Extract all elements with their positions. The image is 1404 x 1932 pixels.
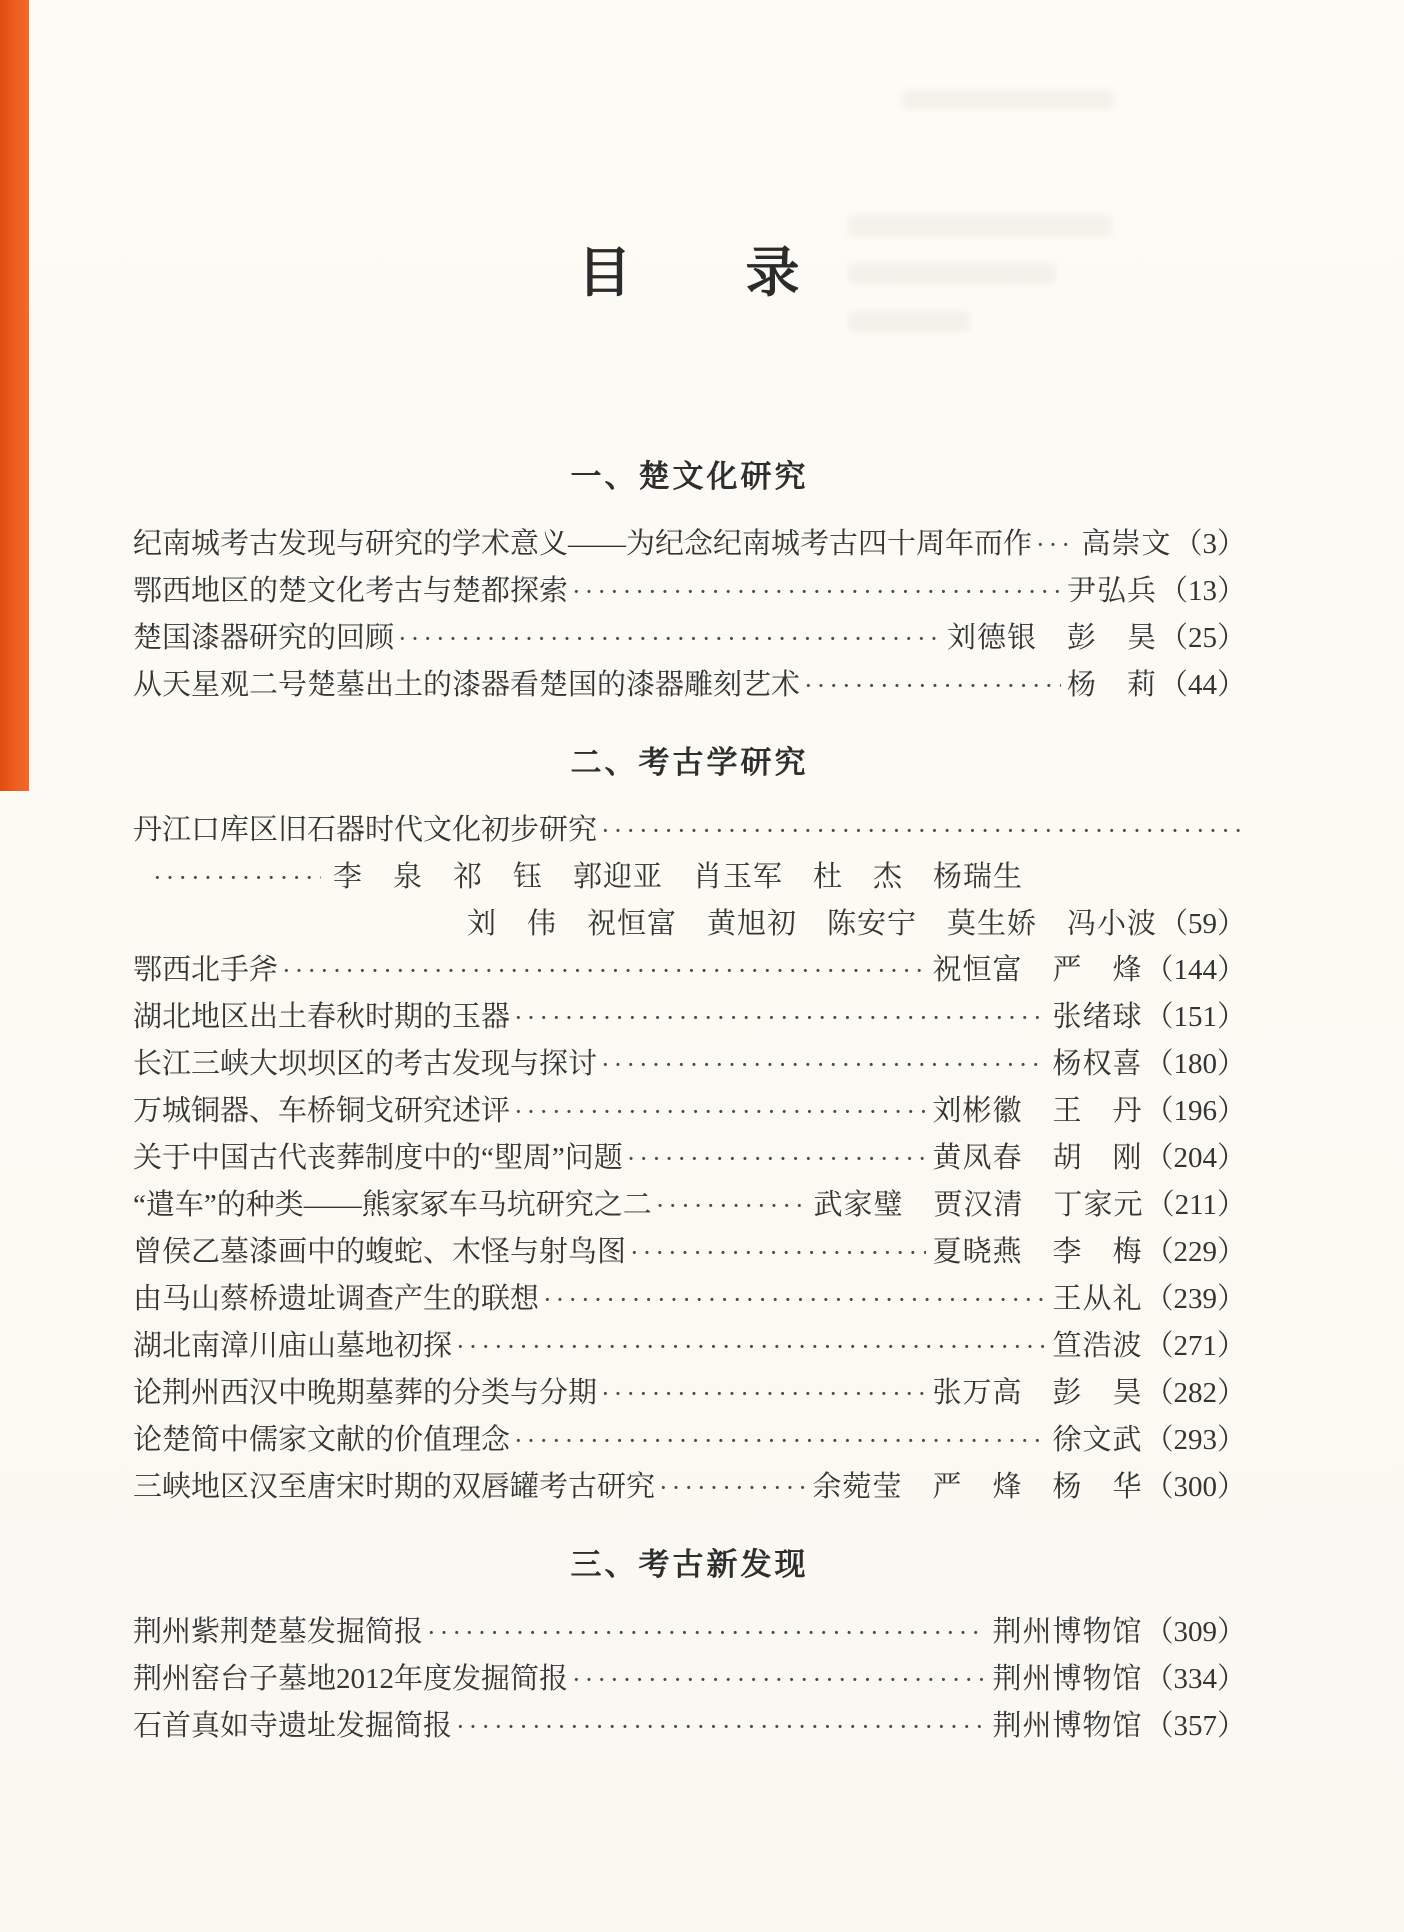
entry-page: （239） <box>1144 1283 1246 1315</box>
toc-entry <box>133 947 1246 994</box>
entry-page: （25） <box>1158 622 1246 654</box>
book-spine-strip <box>0 0 29 791</box>
dot-leader <box>427 1609 986 1656</box>
entry-page: （151） <box>1144 1001 1246 1033</box>
toc-entry <box>133 1417 1246 1464</box>
entry-authors: 荆州博物馆 <box>992 1616 1143 1648</box>
toc-entry <box>133 1088 1246 1135</box>
dot-leader <box>572 568 1061 615</box>
toc-content <box>133 0 1246 1750</box>
entry-page: （357） <box>1144 1710 1246 1742</box>
entry-title: 湖北南漳川庙山墓地初探 <box>133 1330 453 1362</box>
toc-entry <box>133 1229 1246 1276</box>
entry-page: （229） <box>1144 1236 1246 1268</box>
entry-authors: 王从礼 <box>1052 1283 1143 1315</box>
toc-entry-continuation <box>133 854 1246 901</box>
dot-leader <box>601 807 1240 854</box>
entry-page: （144） <box>1144 954 1246 986</box>
entry-page: （59） <box>1158 908 1246 940</box>
entry-page: （196） <box>1144 1095 1246 1127</box>
entry-title: 荆州窑台子墓地2012年度发掘简报 <box>133 1663 569 1695</box>
entry-title: 从天星观二号楚墓出土的漆器看楚国的漆器雕刻艺术 <box>133 669 801 701</box>
toc-entry <box>133 1135 1246 1182</box>
toc-entry <box>133 1370 1246 1417</box>
entry-authors: 荆州博物馆 <box>992 1663 1143 1695</box>
entry-page: （211） <box>1145 1189 1246 1221</box>
entry-authors: 高崇文 <box>1081 528 1172 560</box>
toc-entry <box>133 807 1246 854</box>
entry-authors: 徐文武 <box>1052 1424 1143 1456</box>
entry-authors: 刘彬徽 王 丹 <box>932 1095 1143 1127</box>
entry-page: （309） <box>1144 1616 1246 1648</box>
entry-page: （44） <box>1158 669 1246 701</box>
dot-leader <box>804 662 1061 709</box>
dot-leader <box>601 1370 926 1417</box>
entry-authors: 笪浩波 <box>1052 1330 1143 1362</box>
entry-page: （300） <box>1144 1471 1246 1503</box>
entry-title: 关于中国古代丧葬制度中的“堲周”问题 <box>133 1142 623 1174</box>
entry-title: 万城铜器、车桥铜戈研究述评 <box>133 1095 511 1127</box>
entry-authors: 余菀莹 严 烽 杨 华 <box>812 1471 1143 1503</box>
entry-title: 论楚简中儒家文献的价值理念 <box>133 1424 511 1456</box>
section-heading: 二、考古学研究 <box>570 745 809 780</box>
toc-entry <box>133 568 1246 615</box>
toc-sections <box>133 457 1246 1750</box>
toc-entry <box>133 994 1246 1041</box>
entry-authors: 张绪球 <box>1052 1001 1143 1033</box>
entry-page: （282） <box>1144 1377 1246 1409</box>
toc-entry <box>133 662 1246 709</box>
entry-authors: 尹弘兵 <box>1066 575 1157 607</box>
dot-leader <box>572 1656 986 1703</box>
dot-leader <box>514 1417 1046 1464</box>
entry-title: 纪南城考古发现与研究的学术意义——为纪念纪南城考古四十周年而作 <box>133 528 1033 560</box>
toc-entry <box>133 1182 1246 1229</box>
entry-title: 楚国漆器研究的回顾 <box>133 622 395 654</box>
entry-title: 曾侯乙墓漆画中的蝮蛇、木怪与射鸟图 <box>133 1236 627 1268</box>
toc-entry <box>133 521 1246 568</box>
toc-entry <box>133 1041 1246 1088</box>
dot-leader <box>514 994 1046 1041</box>
dot-leader <box>627 1135 927 1182</box>
dot-leader <box>398 615 941 662</box>
dot-leader <box>282 947 926 994</box>
entry-authors: 刘 伟 祝恒富 黄旭初 陈安宁 莫生娇 冯小波 <box>466 908 1157 940</box>
entry-authors: 武家璧 贾汉清 丁家元 <box>813 1189 1144 1221</box>
dot-leader <box>153 854 321 901</box>
entry-page: （3） <box>1173 528 1246 560</box>
toc-entry <box>133 615 1246 662</box>
dot-leader <box>630 1229 926 1276</box>
entry-authors: 祝恒富 严 烽 <box>932 954 1143 986</box>
page-title: 目 录 <box>577 243 802 303</box>
dot-leader <box>1036 521 1075 568</box>
entry-authors: 荆州博物馆 <box>992 1710 1143 1742</box>
entry-title: 鄂西地区的楚文化考古与楚都探索 <box>133 575 569 607</box>
entry-authors: 刘德银 彭 昊 <box>946 622 1157 654</box>
dot-leader <box>543 1276 1046 1323</box>
toc-entry <box>133 1276 1246 1323</box>
section-heading: 三、考古新发现 <box>570 1547 809 1582</box>
entry-page: （334） <box>1144 1663 1246 1695</box>
entry-title: 鄂西北手斧 <box>133 954 279 986</box>
entry-page: （293） <box>1144 1424 1246 1456</box>
toc-entry <box>133 1703 1246 1750</box>
entry-title: 丹江口库区旧石器时代文化初步研究 <box>133 814 598 846</box>
toc-entry-continuation <box>133 901 1246 947</box>
entry-authors: 杨权喜 <box>1052 1048 1143 1080</box>
entry-authors: 黄凤春 胡 刚 <box>932 1142 1143 1174</box>
toc-entry <box>133 1609 1246 1656</box>
section-heading: 一、楚文化研究 <box>570 459 809 494</box>
entry-title: 荆州紫荆楚墓发掘简报 <box>133 1616 424 1648</box>
entry-authors: 杨 莉 <box>1066 669 1157 701</box>
dot-leader <box>601 1041 1046 1088</box>
entry-page: （13） <box>1158 575 1246 607</box>
entry-title: “遣车”的种类——熊家冢车马坑研究之二 <box>133 1189 652 1221</box>
entry-authors: 夏晓燕 李 梅 <box>932 1236 1143 1268</box>
entry-authors: 张万高 彭 昊 <box>932 1377 1143 1409</box>
toc-entry <box>133 1323 1246 1370</box>
toc-entry <box>133 1464 1246 1511</box>
entry-title: 石首真如寺遗址发掘简报 <box>133 1710 453 1742</box>
entry-title: 长江三峡大坝坝区的考古发现与探讨 <box>133 1048 598 1080</box>
dot-leader <box>456 1703 986 1750</box>
dot-leader <box>456 1323 1046 1370</box>
dot-leader <box>514 1088 926 1135</box>
entry-authors: 李 泉 祁 钰 郭迎亚 肖玉军 杜 杰 杨瑞生 <box>333 861 1024 893</box>
entry-page: （180） <box>1144 1048 1246 1080</box>
dot-leader <box>659 1464 806 1511</box>
toc-entry <box>133 1656 1246 1703</box>
entry-page: （271） <box>1144 1330 1246 1362</box>
entry-title: 由马山蔡桥遗址调查产生的联想 <box>133 1283 540 1315</box>
entry-page: （204） <box>1144 1142 1246 1174</box>
dot-leader <box>656 1182 808 1229</box>
entry-title: 论荆州西汉中晚期墓葬的分类与分期 <box>133 1377 598 1409</box>
entry-title: 湖北地区出土春秋时期的玉器 <box>133 1001 511 1033</box>
entry-title: 三峡地区汉至唐宋时期的双唇罐考古研究 <box>133 1471 656 1503</box>
